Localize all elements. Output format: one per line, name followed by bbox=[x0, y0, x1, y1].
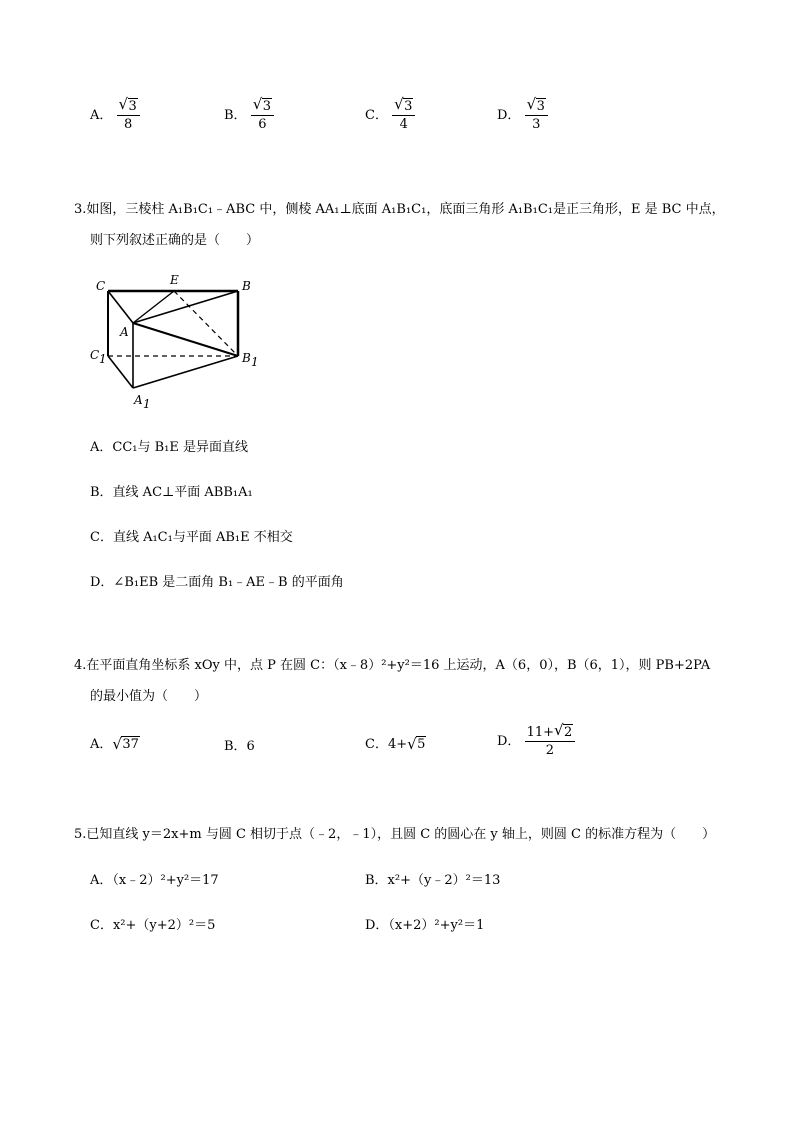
label-B1-sub: 1 bbox=[251, 355, 259, 369]
radicand: 3 bbox=[404, 99, 413, 114]
q2-option-d bbox=[497, 95, 548, 133]
q4-stem-line1: 4.在平面直角坐标系 xOy 中，点 P 在圆 C：（x﹣8）²+y²＝16 上运动，A（6，0），B（6，1），则 PB+2PA bbox=[74, 658, 711, 673]
label-C1: C bbox=[90, 348, 100, 362]
q5-option-d: D．（x+2）²+y²＝1 bbox=[365, 918, 485, 933]
denominator: 2 bbox=[545, 743, 555, 758]
option-label: C． bbox=[365, 108, 388, 123]
q3-stem-line1: 3.如图，三棱柱 A₁B₁C₁﹣ABC 中，侧棱 AA₁⊥底面 A₁B₁C₁，底面三角形 A₁B₁C₁是正三角形，E 是 BC 中点， bbox=[74, 202, 725, 217]
q4-option-b: B．6 bbox=[224, 739, 255, 754]
label-C: C bbox=[96, 279, 106, 293]
q2-option-a bbox=[90, 95, 140, 133]
label-A: A bbox=[120, 325, 129, 339]
radicand: 3 bbox=[536, 99, 545, 114]
denominator: 3 bbox=[532, 117, 541, 132]
q4-option-d bbox=[497, 721, 575, 759]
q3-option-b: B．直线 AC⊥平面 ABB₁A₁ bbox=[90, 485, 253, 500]
option-label: C．4+ bbox=[365, 737, 408, 752]
q4-stem-line2: 的最小值为（ ） bbox=[90, 689, 208, 704]
q5-option-b: B．x²+（y﹣2）²＝13 bbox=[365, 873, 501, 888]
q4-option-a: A． √ 37 bbox=[90, 735, 139, 753]
radicand: 2 bbox=[564, 725, 573, 740]
q5-option-c: C．x²+（y+2）²＝5 bbox=[90, 918, 216, 933]
denominator: 6 bbox=[258, 117, 267, 132]
fraction: √ 3 4 bbox=[392, 98, 415, 133]
label-E: E bbox=[170, 273, 179, 287]
q3-option-a: A．CC₁与 B₁E 是异面直线 bbox=[90, 440, 249, 455]
radicand: 3 bbox=[262, 99, 271, 114]
fraction: √ 3 6 bbox=[251, 98, 274, 133]
q5-stem: 5.已知直线 y＝2x+m 与圆 C 相切于点（﹣2，﹣1），且圆 C 的圆心在 y 轴上，则圆 C 的标准方程为（ ） bbox=[74, 827, 716, 842]
radicand: 5 bbox=[417, 737, 426, 752]
label-B: B bbox=[242, 279, 251, 293]
label-C1-sub: 1 bbox=[99, 352, 107, 366]
fraction: √ 3 8 bbox=[117, 98, 140, 133]
option-label: A． bbox=[90, 737, 113, 752]
label-A1: A bbox=[134, 393, 143, 407]
q5-option-a: A．（x﹣2）²+y²＝17 bbox=[90, 873, 219, 888]
q4-option-c: C．4+ √ 5 bbox=[365, 735, 426, 753]
fraction: 11+ √ 2 2 bbox=[525, 724, 576, 759]
label-B1: B bbox=[242, 351, 251, 365]
radicand: 3 bbox=[128, 99, 137, 114]
option-label: D． bbox=[497, 734, 521, 749]
option-label: A． bbox=[90, 108, 113, 123]
option-label: D． bbox=[497, 108, 521, 123]
denominator: 8 bbox=[124, 117, 133, 132]
q3-option-d: D．∠B₁EB 是二面角 B₁﹣AE﹣B 的平面角 bbox=[90, 575, 344, 590]
q3-option-c: C．直线 A₁C₁与平面 AB₁E 不相交 bbox=[90, 530, 293, 545]
q3-stem-line2: 则下列叙述正确的是（ ） bbox=[90, 233, 260, 248]
prism-figure bbox=[86, 270, 266, 410]
radicand: 37 bbox=[122, 737, 139, 752]
q2-option-c bbox=[365, 95, 415, 133]
q2-option-b bbox=[224, 95, 274, 133]
denominator: 4 bbox=[399, 117, 408, 132]
fraction: √ 3 3 bbox=[525, 98, 548, 133]
label-A1-sub: 1 bbox=[143, 397, 151, 410]
numerator-text: 11+ bbox=[526, 725, 555, 740]
option-label: B． bbox=[224, 108, 247, 123]
